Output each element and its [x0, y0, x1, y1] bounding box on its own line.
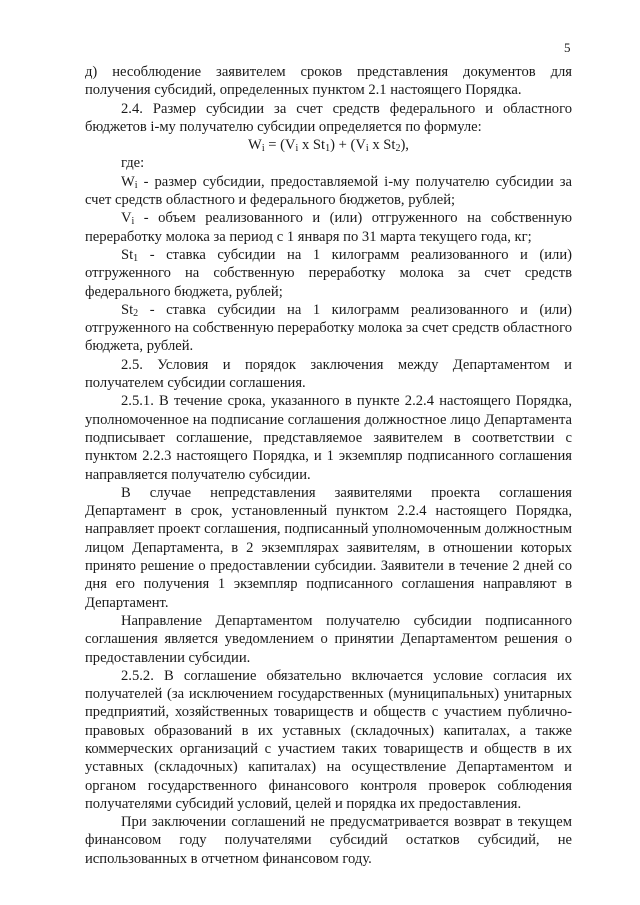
paragraph-2-4: 2.4. Размер субсидии за счет средств федерального и областного бюджетов i-му получателю субсидии определяется по формуле:	[85, 100, 572, 135]
document-body	[85, 63, 572, 868]
page-number: 5	[564, 40, 571, 55]
paragraph-direction: Направление Департаментом получателю субсидии подписанного соглашения является уведомлением о принятии Департаментом решения о предоставлении субсидии.	[85, 612, 572, 666]
definition-st1: $St_1$ - ставка субсидии на 1 килограмм реализованного и (или) отгруженного на собственную переработку молока за счет средств федерального бюджета, рублей;	[85, 246, 572, 300]
paragraph-last: При заключении соглашений не предусматривается возврат в текущем финансовом году получателями субсидий остатков субсидий, не использованных в отчетном финансовом году.	[85, 814, 572, 867]
paragraph-2-5-2: 2.5.2. В соглашение обязательно включается условие согласия их получателей (за исключением государственных (муниципальных) унитарных предприятий, хозяйственных товариществ и обществ с участием публично-правовых образований в их уставных (складочных) капиталах, а также коммерческих организаций с участием таких товариществ и обществ в их уставных (складочных) капиталах) на осуществление Департаментом и органом государственного финансового контроля проверок соблюдения получателями субсидий условий, целей и порядка их предоставления.	[85, 667, 572, 812]
definition-w: $W_i$ - размер субсидии, предоставляемой i-му получателю субсидии за счет средств областного и федерального бюджетов, рублей;	[85, 173, 572, 209]
definition-st2: $St_2$ - ставка субсидии на 1 килограмм реализованного и (или) отгруженного на собственную переработку молока за счет средств областного бюджета, рублей.	[85, 301, 572, 355]
paragraph-2-5: 2.5. Условия и порядок заключения между Департаментом и получателем субсидии соглашения.	[85, 356, 572, 392]
paragraph-case: В случае непредставления заявителями проекта соглашения Департамент в срок, установленный пунктом 2.2.4 настоящего Порядка, направляет проект соглашения, подписанный уполномоченным должностным лицом Департамента, в 2 экземплярах заявителям, в отношении которых принято решение о предоставлении субсидии. Заявители в течение 2 дней со дня его получения 1 экземпляр подписанного соглашения направляют в Департамент.	[85, 484, 572, 611]
paragraph-2-5-1: 2.5.1. В течение срока, указанного в пункте 2.2.4 настоящего Порядка, уполномоченное на подписание соглашения должностное лицо Департамента подписывает соглашение, представляемое заявителем в соответствии с пунктом 2.2.3 настоящего Порядка, и 1 экземпляр подписанного соглашения направляется получателю субсидии.	[85, 393, 572, 483]
paragraph-item-d: д) несоблюдение заявителем сроков представления документов для получения субсидий, определенных пунктом 2.1 настоящего Порядка.	[85, 64, 572, 99]
subsidy-formula: $W_i = (V_i$ x $St_1) + (V_i$ x $St_2$),	[248, 137, 409, 155]
definition-v: $V_i$ - объем реализованного и (или) отгруженного на собственную переработку молока за период с 1 января по 31 марта текущего года, кг;	[85, 210, 572, 245]
where-label: где:	[121, 155, 145, 172]
